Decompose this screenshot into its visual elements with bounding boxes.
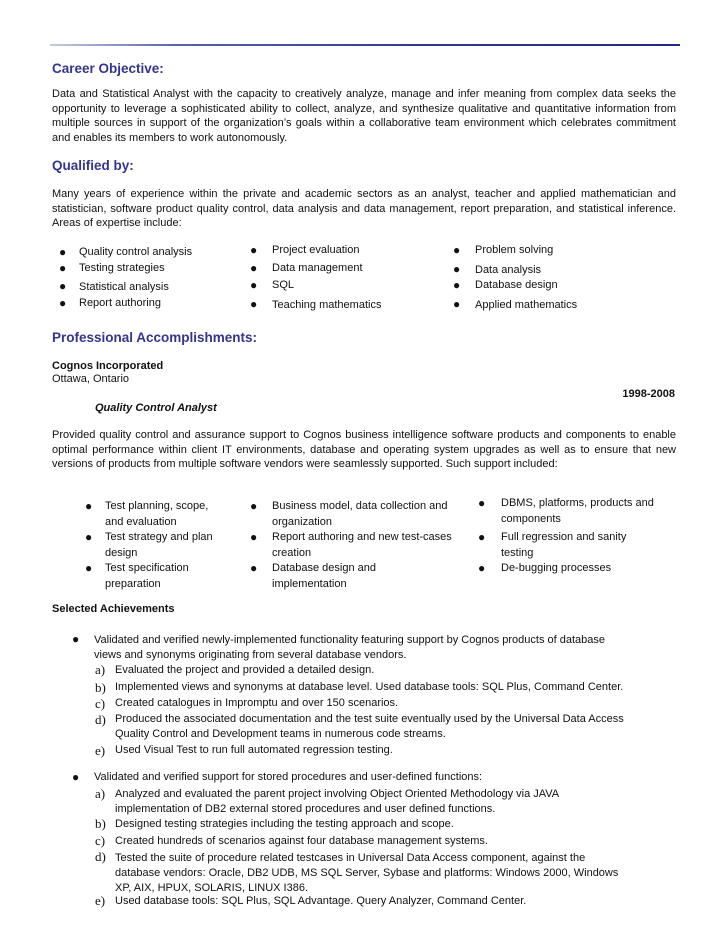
sub-marker: a)	[95, 662, 106, 677]
sub-marker: d)	[95, 712, 106, 727]
expertise-item: Quality control analysis	[79, 246, 193, 258]
bullet-icon: ●	[85, 530, 93, 544]
company-name: Cognos Incorporated	[52, 360, 164, 372]
job-title: Quality Control Analyst	[95, 402, 217, 414]
qualified-by-heading: Qualified by:	[52, 158, 134, 173]
bullet-icon: ●	[478, 561, 486, 575]
expertise-item: Statistical analysis	[79, 281, 169, 293]
career-objective-text: Data and Statistical Analyst with the capacity to creatively analyze, manage and infer meaning from complex data seeks the opportunity to leverage a sophisticated ability to collect, analyze, and synthesize qualitative and quantitative information from multiple sources in support of the organization’s goals within a collaborative team environment which celebrates commitment and enables its members to work autonomously.	[52, 88, 676, 144]
bullet-icon: ●	[478, 496, 486, 510]
sub-marker: a)	[95, 786, 106, 801]
sub-marker: c)	[95, 833, 106, 848]
bullet-icon: ●	[250, 561, 258, 575]
sub-marker: b)	[95, 680, 106, 695]
bullet-icon: ●	[85, 499, 93, 513]
sub-item: Produced the associated documentation and the test suite eventually used by the Universal Data Access Quality Control and Development teams in numerous code streams.	[115, 713, 624, 741]
expertise-item: Testing strategies	[79, 262, 165, 274]
company-location: Ottawa, Ontario	[52, 373, 130, 385]
expertise-item: Data analysis	[475, 264, 542, 276]
career-objective-heading: Career Objective:	[52, 61, 164, 76]
achievements-heading: Selected Achievements	[52, 603, 175, 615]
expertise-item: Report authoring	[79, 297, 161, 309]
sub-marker: c)	[95, 696, 106, 711]
bullet-icon: ●	[250, 530, 258, 544]
expertise-item: Problem solving	[475, 244, 554, 256]
sub-item: Used Visual Test to run full automated regression testing.	[115, 744, 393, 756]
bullet-icon: ●	[250, 278, 258, 292]
accomplishments-heading: Professional Accomplishments:	[52, 330, 258, 345]
sub-item: Implemented views and synonyms at database level. Used database tools: SQL Plus, Command Center.	[115, 681, 624, 693]
achievement-item: Validated and verified newly-implemented functionality featuring support by Cognos products of database views and synonyms originating from several database vendors.	[94, 634, 605, 662]
support-item: DBMS, platforms, products and components	[501, 497, 654, 525]
expertise-item: Data management	[272, 262, 363, 274]
bullet-icon: ●	[59, 245, 67, 259]
bullet-icon: ●	[250, 261, 258, 275]
bullet-icon: ●	[85, 561, 93, 575]
header-rule	[50, 44, 680, 46]
bullet-icon: ●	[72, 770, 80, 784]
sub-item: Created hundreds of scenarios against four database management systems.	[115, 835, 488, 847]
bullet-icon: ●	[72, 632, 80, 646]
employment-dates: 1998-2008	[622, 388, 675, 400]
support-item: Report authoring and new test-cases creation	[272, 531, 452, 559]
support-item: Test planning, scope, and evaluation	[105, 500, 209, 528]
expertise-item: Applied mathematics	[475, 299, 578, 311]
bullet-icon: ●	[59, 279, 67, 293]
support-item: Full regression and sanity testing	[501, 531, 627, 559]
sub-marker: b)	[95, 816, 106, 831]
sub-marker: d)	[95, 849, 106, 864]
sub-item: Tested the suite of procedure related testcases in Universal Data Access component, against the database vendors: Oracle, DB2 UDB, MS SQL Server, Sybase and platforms: Windows 2000, Windows XP, AIX, HPUX, SOLARIS, LINUX I386.	[115, 852, 619, 895]
bullet-icon: ●	[250, 499, 258, 513]
support-item: Business model, data collection and organization	[272, 500, 448, 528]
bullet-icon: ●	[453, 297, 461, 311]
support-item: Database design and implementation	[272, 562, 376, 590]
bullet-icon: ●	[59, 296, 67, 310]
expertise-item: Teaching mathematics	[272, 299, 382, 311]
bullet-icon: ●	[453, 278, 461, 292]
bullet-icon: ●	[453, 243, 461, 257]
expertise-item: Database design	[475, 279, 558, 291]
sub-item: Evaluated the project and provided a detailed design.	[115, 664, 375, 676]
qualified-by-text: Many years of experience within the private and academic sectors as an analyst, teacher and applied mathematician and statistician, software product quality control, data analysis and data management, report preparation, and statistical inference. Areas of expertise include:	[52, 188, 676, 230]
bullet-icon: ●	[250, 297, 258, 311]
bullet-icon: ●	[250, 243, 258, 257]
role-description: Provided quality control and assurance support to Cognos business intelligence software products and components to enable optimal performance within client IT environments, database and operating system upgrades as well as to ensure that new versions of products from multiple software vendors were seamlessly supported. Such support included:	[52, 429, 676, 471]
support-item: Test specification preparation	[105, 562, 189, 590]
bullet-icon: ●	[453, 262, 461, 276]
support-item: Test strategy and plan design	[105, 531, 213, 559]
expertise-item: Project evaluation	[272, 244, 360, 256]
bullet-icon: ●	[59, 261, 67, 275]
sub-item: Created catalogues in Impromptu and over 150 scenarios.	[115, 697, 399, 709]
sub-marker: e)	[95, 743, 106, 758]
expertise-item: SQL	[272, 279, 295, 291]
bullet-icon: ●	[478, 530, 486, 544]
achievement-item: Validated and verified support for stored procedures and user-defined functions:	[94, 771, 483, 783]
sub-marker: e)	[95, 893, 106, 908]
support-item: De-bugging processes	[501, 562, 612, 574]
sub-item: Analyzed and evaluated the parent project involving Object Oriented Methodology via JAVA implementation of DB2 external stored procedures and user defined functions.	[115, 788, 560, 816]
sub-item: Used database tools: SQL Plus, SQL Advantage. Query Analyzer, Command Center.	[115, 895, 527, 907]
sub-item: Designed testing strategies including the testing approach and scope.	[115, 818, 454, 830]
